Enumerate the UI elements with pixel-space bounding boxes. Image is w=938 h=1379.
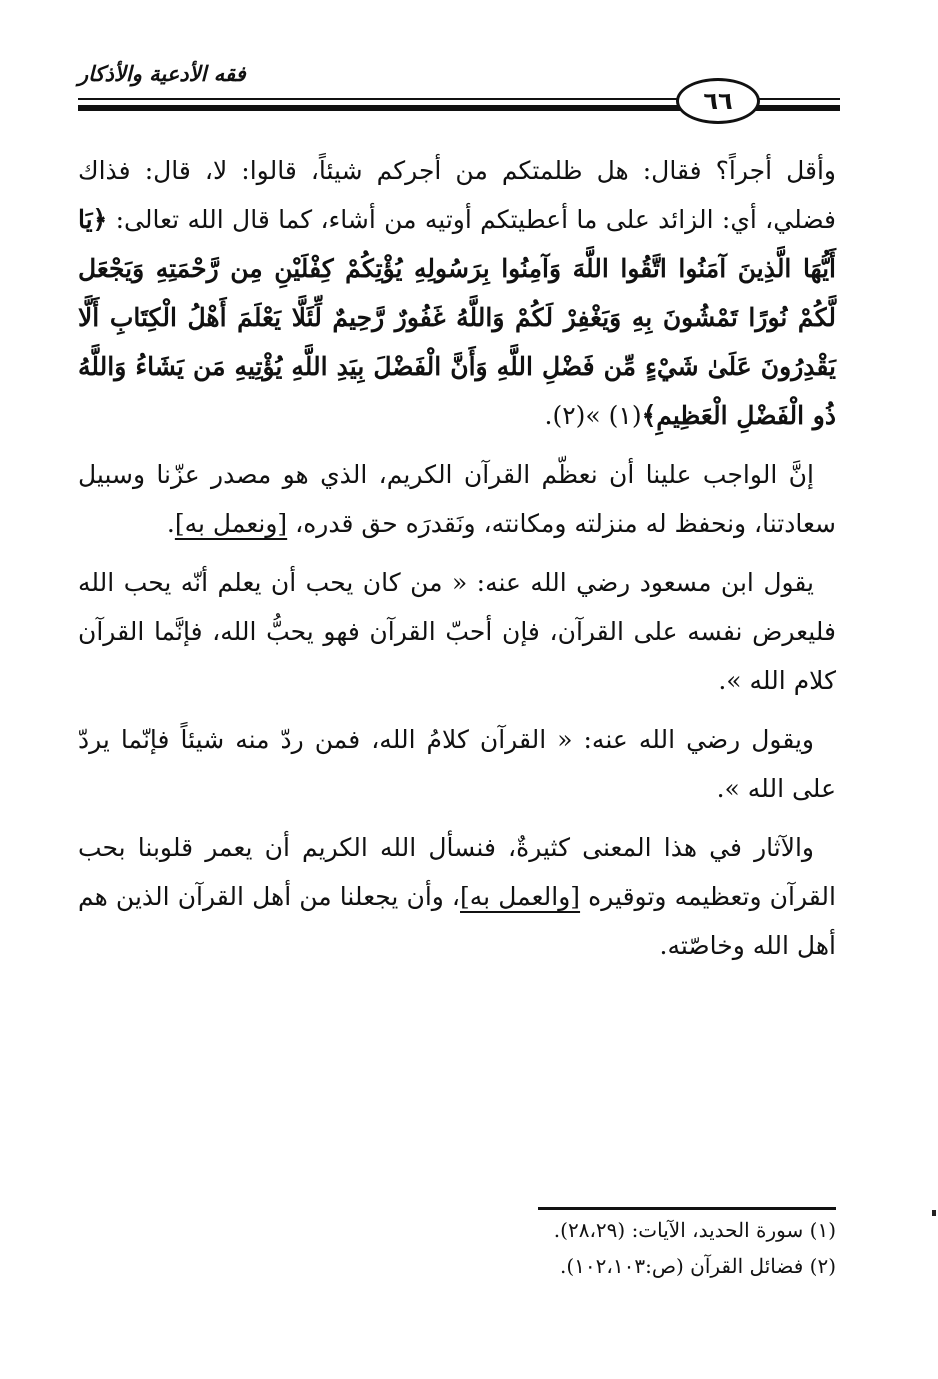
paragraph-2-end: . xyxy=(166,509,175,538)
paragraph-4 xyxy=(78,715,836,813)
body-text xyxy=(78,146,836,980)
page-header xyxy=(78,60,840,130)
paragraph-4-text: ويقول رضي الله عنه: « القرآن كلامُ الله، فمن ردّ منه شيئاً فإنّما يردّ على الله ». xyxy=(78,725,836,803)
paragraph-1-text: وأقل أجراً؟ فقال: هل ظلمتكم من أجركم شيئاً، قالوا: لا، قال: فذاك فضلي، أي: الزائد على ما أعطيتكم أوتيه من أشاء، كما قال الله تعالى: xyxy=(78,156,836,234)
paragraph-2 xyxy=(78,450,836,548)
paragraph-5-end: ، وأن يجعلنا من أهل القرآن الذين هم أهل الله وخاصّته. xyxy=(78,882,836,960)
quran-verse: ﴿يَا أَيُّهَا الَّذِينَ آمَنُوا اتَّقُوا اللَّهَ وَآمِنُوا بِرَسُولِهِ يُؤْتِكُمْ كِفْلَيْنِ مِن رَّحْمَتِهِ وَيَجْعَل لَّكُمْ نُورًا تَمْشُونَ بِهِ وَيَغْفِرْ لَكُمْ وَاللَّهُ غَفُورٌ رَّحِيمٌ لِّئَلَّا يَعْلَمَ أَهْلُ الْكِتَابِ أَلَّا يَقْدِرُونَ عَلَىٰ شَيْءٍ مِّن فَضْلِ اللَّهِ وَأَنَّ الْفَضْلَ بِيَدِ اللَّهِ يُؤْتِيهِ مَن يَشَاءُ وَاللَّهُ ذُو الْفَضْلِ الْعَظِيمِ﴾ xyxy=(78,205,836,430)
paragraph-5-text: والآثار في هذا المعنى كثيرةٌ، فنسأل الله الكريم أن يعمر قلوبنا بحب القرآن وتعظيمه وتوقيره xyxy=(78,833,836,911)
footnote-separator xyxy=(538,1207,836,1210)
paragraph-1 xyxy=(78,146,836,440)
paragraph-3 xyxy=(78,558,836,705)
footnotes xyxy=(78,1212,836,1284)
paragraph-5 xyxy=(78,823,836,970)
underlined-addition: [ونعمل به] xyxy=(174,509,288,538)
footnote-2: (٢) فضائل القرآن (ص:١٠٢،١٠٣). xyxy=(559,1254,836,1278)
page-number: ٦٦ xyxy=(703,87,733,115)
paragraph-2-text: إنَّ الواجب علينا أن نعظّم القرآن الكريم، الذي هو مصدر عزّنا وسبيل سعادتنا، ونحفظ له منزلته ومكانته، ونَقدرَه حق قدره، xyxy=(78,460,836,538)
page-number-badge xyxy=(676,78,760,124)
book-title: فقه الأدعية والأذكار xyxy=(78,62,246,86)
paragraph-3-text: يقول ابن مسعود رضي الله عنه: « من كان يحب أن يعلم أنّه يحب الله فليعرض نفسه على القرآن، فإن أحبّ القرآن فهو يحبُّ الله، فإنَّما القرآن كلام الله ». xyxy=(78,568,836,695)
footnote-1: (١) سورة الحديد، الآيات: (٢٨،٢٩). xyxy=(553,1218,836,1242)
scan-artifact xyxy=(932,1210,936,1216)
underlined-addition: [والعمل به] xyxy=(460,882,581,911)
footnote-refs: (١) »(٢). xyxy=(544,401,642,430)
